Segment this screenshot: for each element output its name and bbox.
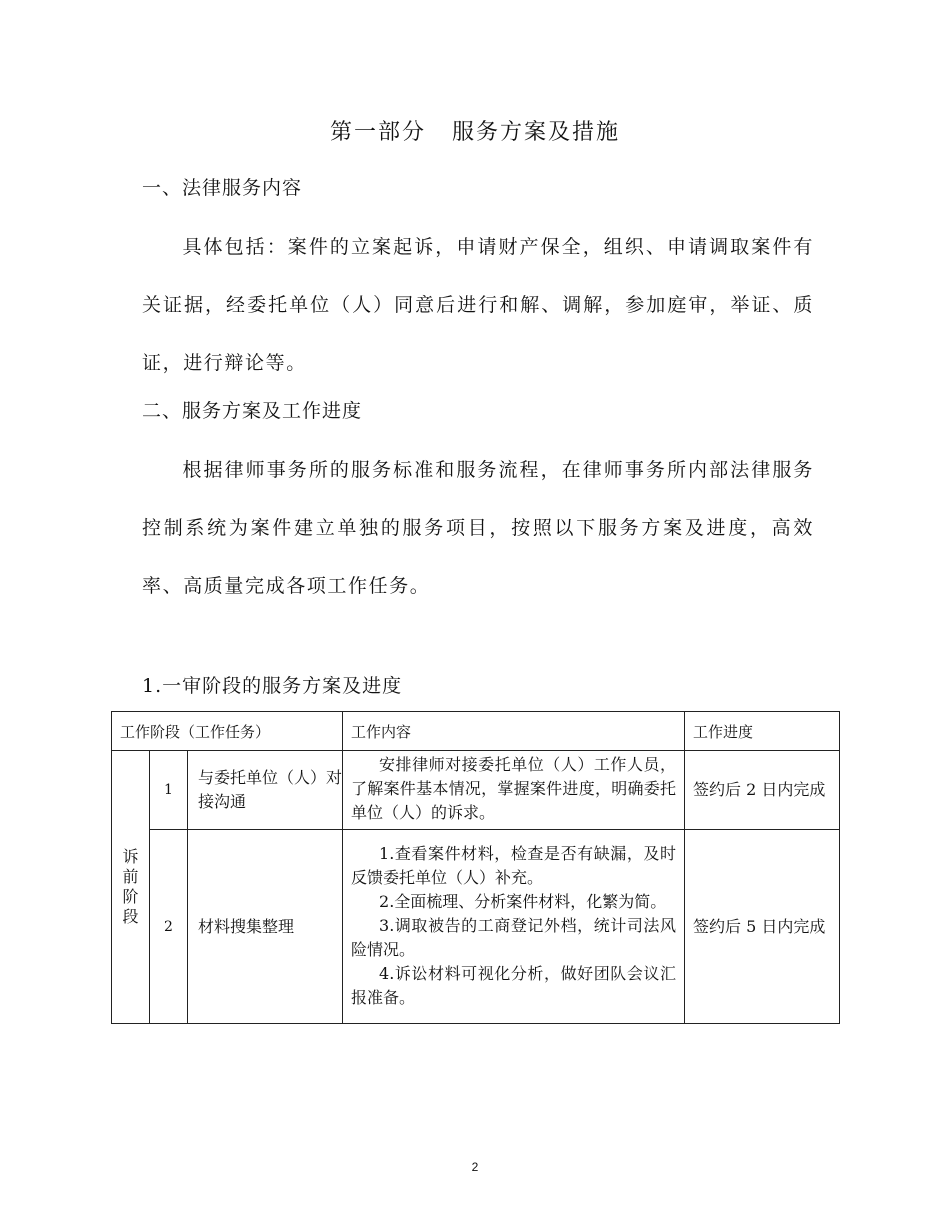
title-part: 第一部分	[329, 120, 426, 145]
row-progress: 签约后 5 日内完成	[685, 830, 840, 1024]
page-title	[0, 115, 950, 146]
header-content: 工作内容	[343, 712, 685, 751]
row-number: 2	[150, 830, 188, 1024]
header-progress: 工作进度	[685, 712, 840, 751]
section2-paragraph: 根据律师事务所的服务标准和服务流程，在律师事务所内部法律服务控制系统为案件建立单独的服务项目，按照以下服务方案及进度，高效率、高质量完成各项工作任务。	[142, 459, 814, 597]
section1-heading: 一、法律服务内容	[142, 177, 303, 199]
row-content: 1.查看案件材料，检查是否有缺漏，及时反馈委托单位（人）补充。 2.全面梳理、分析案件材料，化繁为简。 3.调取被告的工商登记外档，统计司法风险情况。 4.诉讼材料可视化分析，做好团队会议汇报准备。	[343, 830, 685, 1024]
stage-cell	[112, 751, 150, 1024]
section1-paragraph: 具体包括：案件的立案起诉，申请财产保全，组织、申请调取案件有关证据，经委托单位（人）同意后进行和解、调解，参加庭审，举证、质证，进行辩论等。	[142, 236, 814, 374]
row-number: 1	[150, 751, 188, 830]
row-task: 材料搜集整理	[188, 830, 343, 1024]
subheading: 1.一审阶段的服务方案及进度	[142, 675, 403, 697]
page-number: 2	[471, 1160, 479, 1174]
service-plan-table	[111, 711, 840, 1024]
table-row	[112, 751, 840, 830]
title-main: 服务方案及措施	[452, 120, 621, 145]
row-progress: 签约后 2 日内完成	[685, 751, 840, 830]
stage-label: 诉 前 阶 段	[122, 847, 139, 926]
row-task: 与委托单位（人）对接沟通	[188, 751, 343, 830]
table-header-row	[112, 712, 840, 751]
table-row	[112, 830, 840, 1024]
section2-heading: 二、服务方案及工作进度	[142, 400, 363, 422]
row-content: 安排律师对接委托单位（人）工作人员，了解案件基本情况，掌握案件进度，明确委托单位（人）的诉求。	[343, 751, 685, 830]
header-stage: 工作阶段（工作任务）	[112, 712, 343, 751]
